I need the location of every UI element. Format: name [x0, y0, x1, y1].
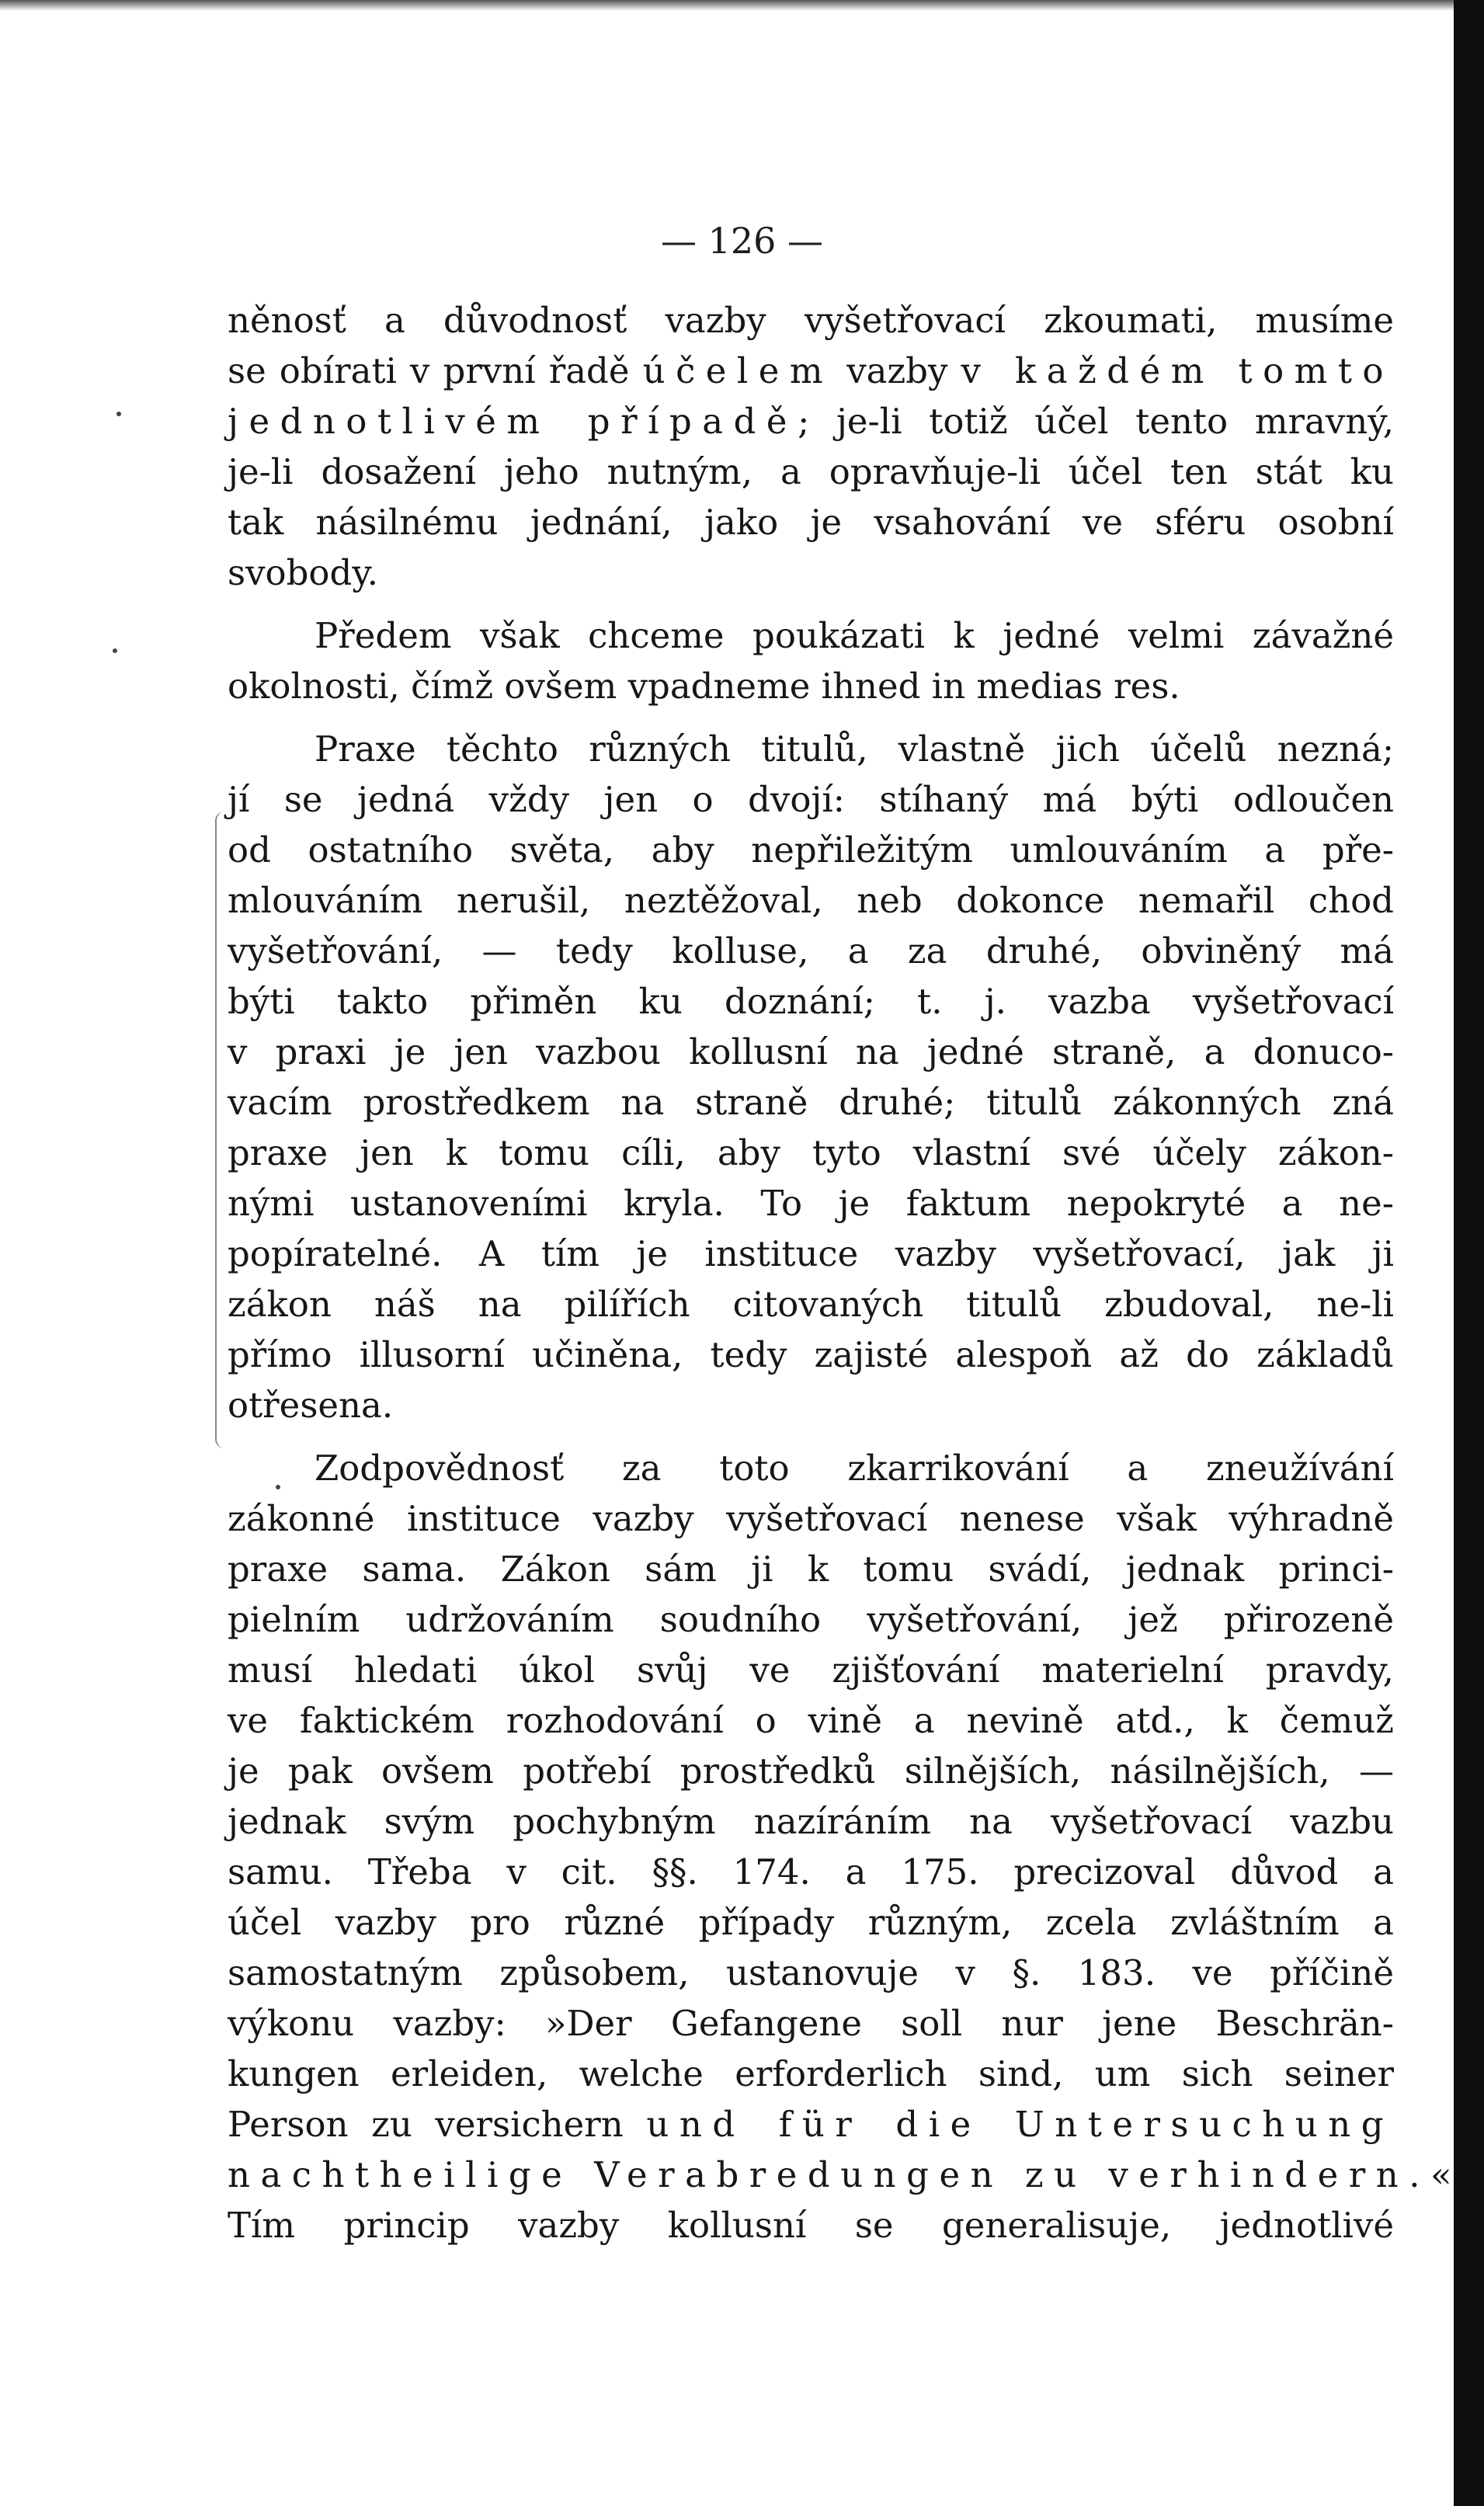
text-line: nými ustanoveními kryla. To je faktum nepokryté a ne-: [228, 1183, 1394, 1224]
text-line: samostatným způsobem, ustanovuje v §. 183. ve příčině: [228, 1952, 1394, 1993]
text-line: něnosť a důvodnosť vazby vyšetřovací zkoumati, musíme: [228, 300, 1394, 341]
text-line: svobody.: [228, 552, 379, 593]
text-line: účel vazby pro různé případy různým, zcela zvláštním a: [228, 1902, 1394, 1943]
text-line: kungen erleiden, welche erforderlich sind, um sich seiner: [228, 2053, 1394, 2094]
text-line: [228, 2099, 1394, 2150]
text-line: jednak svým pochybným nazíráním na vyšetřovací vazbu: [228, 1801, 1394, 1842]
spaced-emphasis: účelem: [642, 350, 834, 391]
text-line: výkonu vazby: »Der Gefangene soll nur jene Beschrän-: [228, 2003, 1394, 2044]
paragraph-gap: [228, 598, 1394, 610]
text-line: je pak ovšem potřebí prostředků silnějších, násilnějších, —: [228, 1750, 1394, 1792]
text-line: praxe sama. Zákon sám ji k tomu svádí, jednak princi-: [228, 1548, 1394, 1590]
paragraph-gap: [228, 1430, 1394, 1443]
margin-pencil-mark: [215, 812, 224, 1448]
scan-border: [1454, 0, 1484, 2506]
text-segment: «: [1430, 2154, 1452, 2195]
text-line: je-li dosažení jeho nutným, a opravňuje-li účel ten stát ku: [228, 451, 1394, 492]
text-line: přímo illusorní učiněna, tedy zajisté alespoň až do základů: [228, 1334, 1394, 1375]
text-segment: ; je-li totiž účel tento mravný,: [798, 401, 1394, 442]
text-line: mlouváním nerušil, neztěžoval, neb dokonce nemařil chod: [228, 880, 1394, 921]
text-line: Tím princip vazby kollusní se generalisuje, jednotlivé: [228, 2205, 1394, 2246]
text-line: samu. Třeba v cit. §§. 174. a 175. precizoval důvod a: [228, 1851, 1394, 1893]
text-segment: Person zu versichern: [228, 2104, 647, 2145]
text-line: býti takto přiměn ku doznání; t. j. vazba vyšetřovací: [228, 981, 1394, 1022]
spaced-emphasis: jednotlivém případě: [228, 401, 798, 442]
text-line: Předem však chceme poukázati k jedné velmi závažné: [315, 615, 1394, 656]
text-line: ve faktickém rozhodování o vině a nevině atd., k čemuž: [228, 1700, 1394, 1741]
text-line: tak násilnému jednání, jako je vsahování ve sféru osobní: [228, 502, 1394, 543]
text-line: pielním udržováním soudního vyšetřování, jež přirozeně: [228, 1599, 1394, 1640]
text-line: zákonné instituce vazby vyšetřovací nenese však výhradně: [228, 1498, 1394, 1539]
text-line: [228, 346, 1394, 396]
page-number: — 126 —: [660, 220, 824, 262]
text-line: od ostatního světa, aby nepřiležitým umlouváním a pře-: [228, 829, 1394, 871]
text-line: otřesena.: [228, 1385, 394, 1426]
text-line: [228, 396, 1394, 447]
body-text: [228, 295, 1452, 2251]
spaced-emphasis: und für die Untersuchung: [646, 2104, 1395, 2145]
text-line: popíratelné. A tím je instituce vazby vyšetřovací, jak ji: [228, 1233, 1394, 1274]
spaced-emphasis: nachtheilige Verabredungen zu verhindern.: [228, 2154, 1431, 2195]
text-line: praxe jen k tomu cíli, aby tyto vlastní své účely zákon-: [228, 1132, 1394, 1173]
text-line: musí hledati úkol svůj ve zjišťování materielní pravdy,: [228, 1649, 1394, 1691]
scan-speck: [116, 412, 121, 416]
paragraph-gap: [228, 711, 1394, 724]
text-line: okolnosti, čímž ovšem vpadneme ihned in medias res.: [228, 666, 1180, 707]
scan-edge-shadow: [0, 0, 1454, 11]
text-line: [228, 2150, 1452, 2200]
text-line: vacím prostředkem na straně druhé; titulů zákonných zná: [228, 1082, 1394, 1123]
text-line: v praxi je jen vazbou kollusní na jedné straně, a donuco-: [228, 1031, 1394, 1072]
text-line: Praxe těchto různých titulů, vlastně jich účelů nezná;: [315, 728, 1394, 770]
text-line: vyšetřování, — tedy kolluse, a za druhé, obviněný má: [228, 930, 1394, 971]
text-line: zákon náš na pilířích citovaných titulů zbudoval, ne-li: [228, 1284, 1394, 1325]
text-line: Zodpovědnosť za toto zkarrikování a zneužívání: [315, 1448, 1394, 1489]
spaced-emphasis: v každém tomto: [961, 350, 1395, 391]
scan-speck: [113, 648, 117, 653]
text-segment: vazby: [833, 350, 961, 391]
text-line: jí se jedná vždy jen o dvojí: stíhaný má býti odloučen: [228, 779, 1394, 820]
text-segment: se obírati v první řadě: [228, 350, 643, 391]
